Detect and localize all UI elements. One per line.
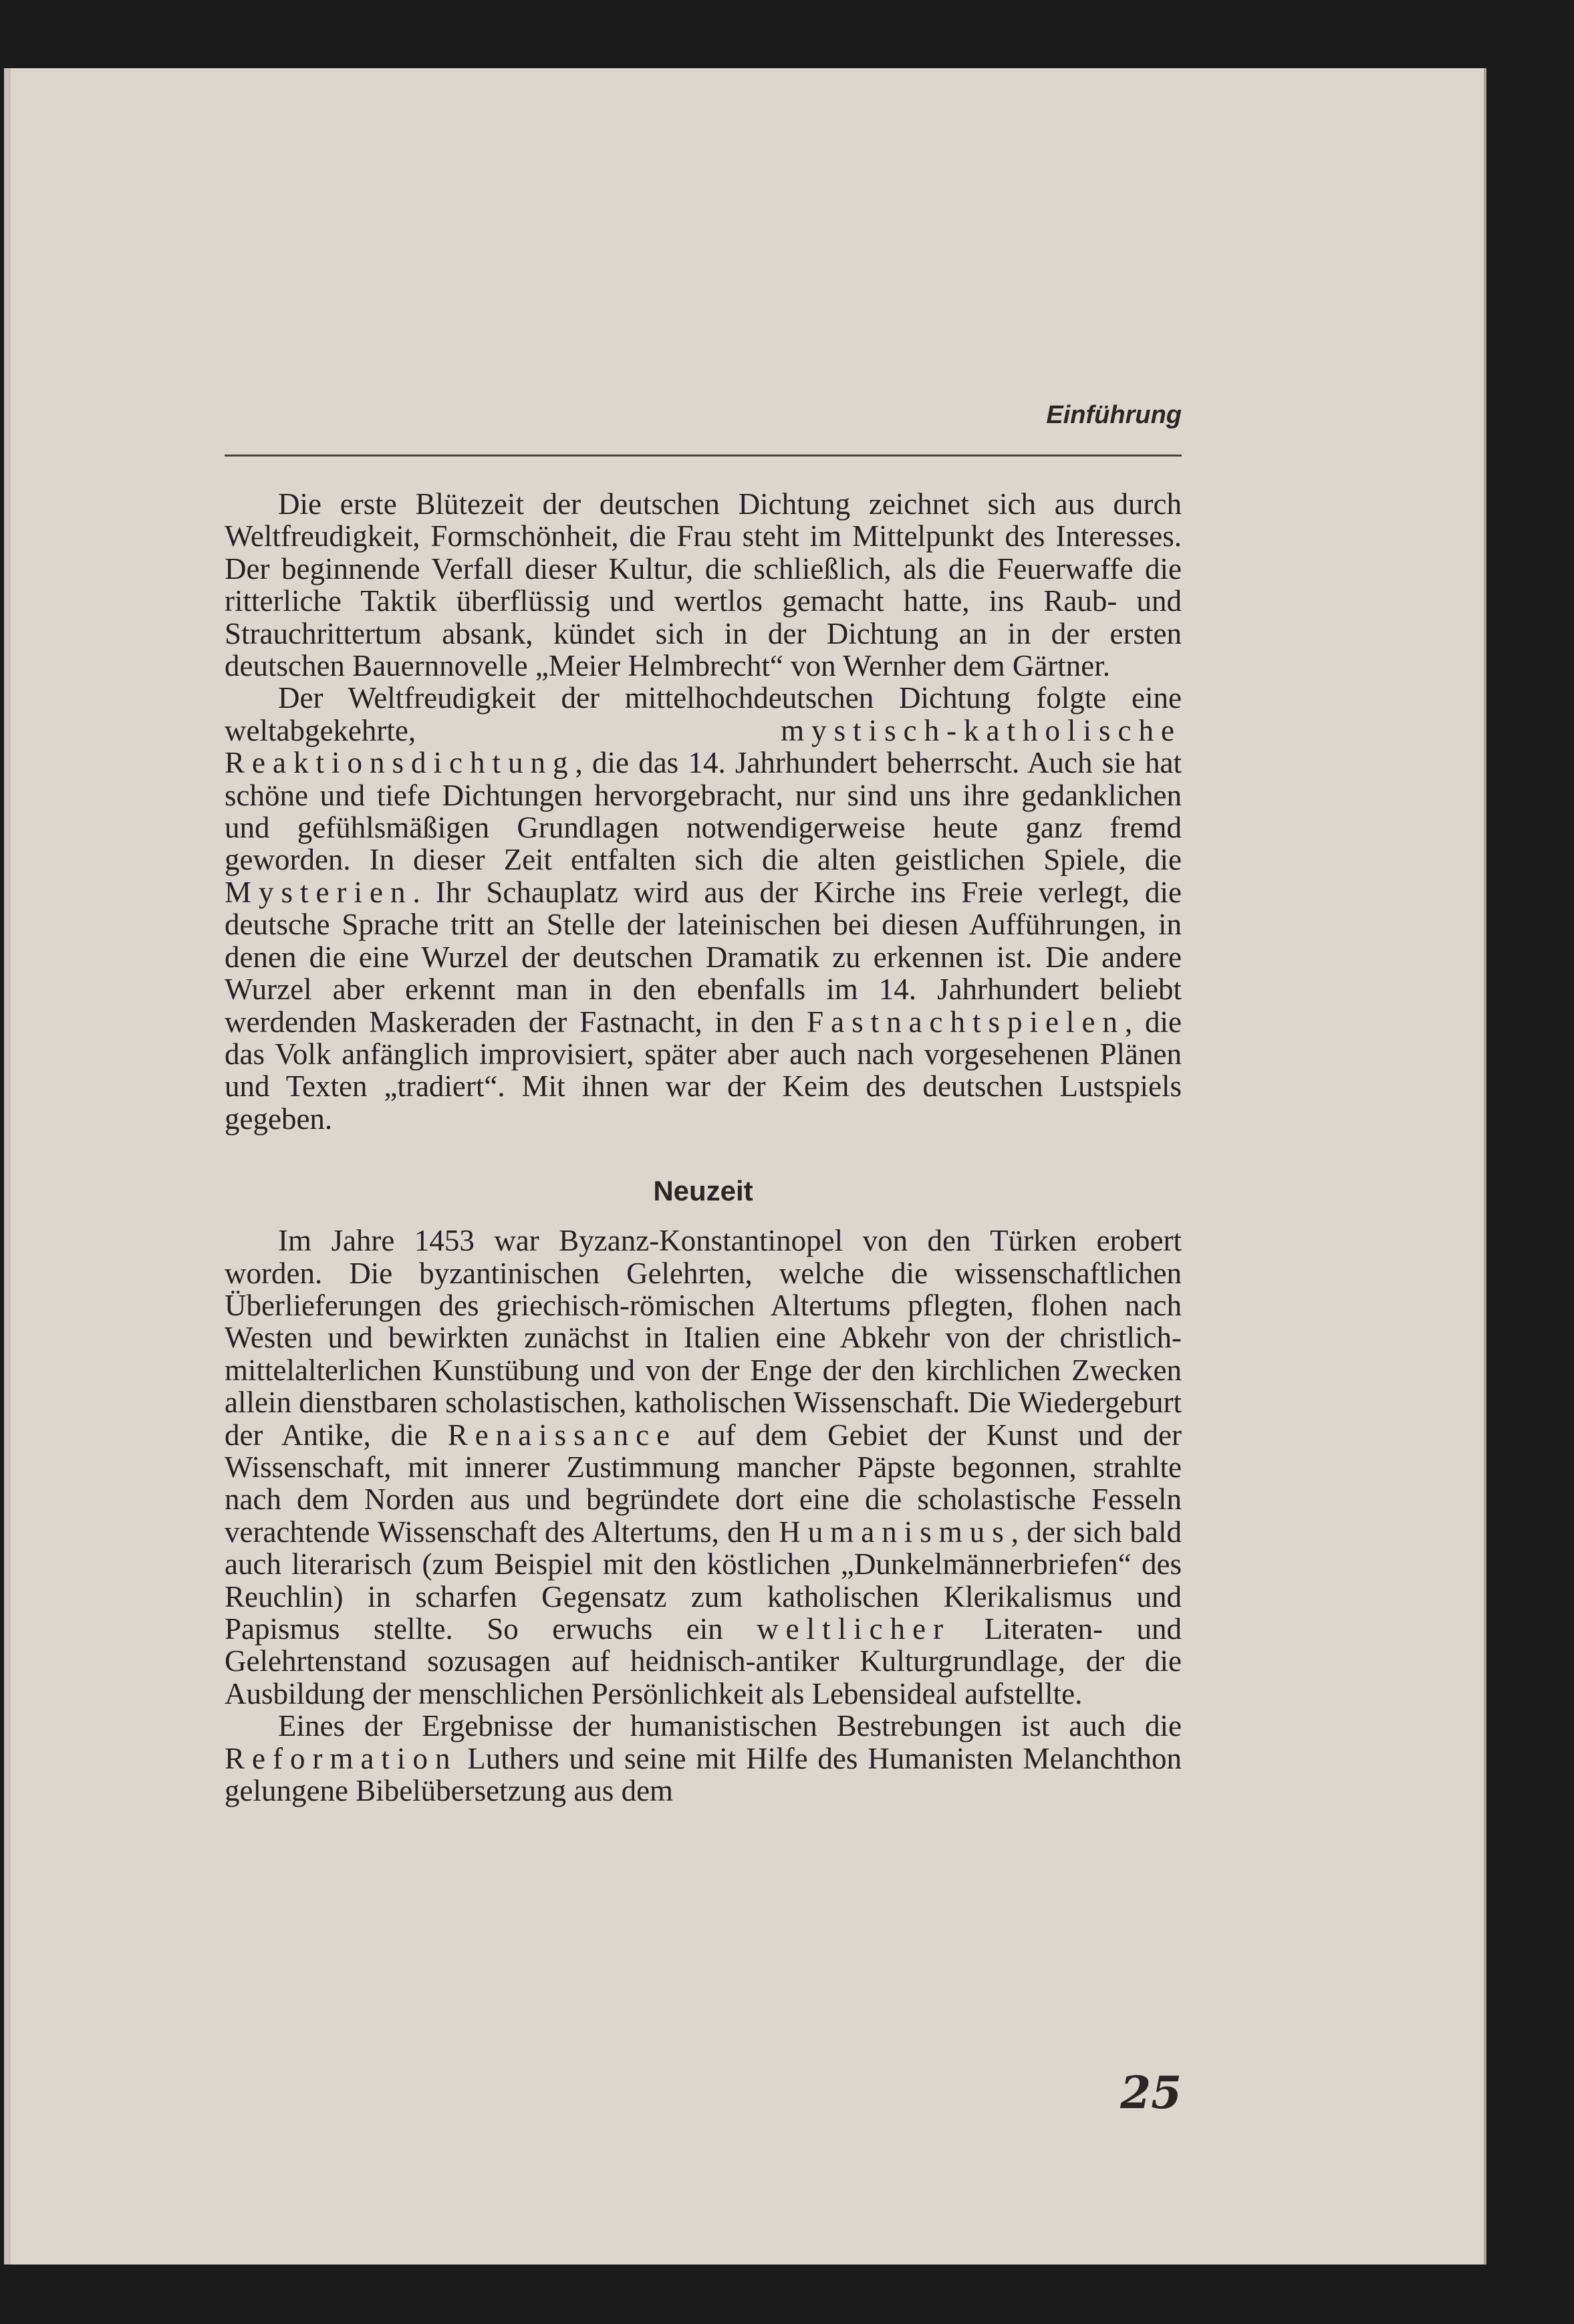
- spaced-term: Renaissance: [447, 1418, 678, 1452]
- paragraph-3-text: Literaten- und Gelehrtenstand sozusagen auf heidnisch-antiker Kulturgrundlage, der die Ausbildung der menschlichen Persönlichkeit als Lebensideal aufstellte.: [225, 1612, 1182, 1710]
- paragraph-4-text: Eines der Ergebnisse der humanistischen Bestrebungen ist auch die: [278, 1709, 1182, 1743]
- paragraph-4: [225, 1710, 1182, 1807]
- spaced-term: weltlicher: [757, 1612, 951, 1646]
- paragraph-3-text: auf dem Gebiet der Kunst und der Wissenschaft, mit innerer Zustimmung mancher Päpste begonnen, strahlte nach dem Norden aus und begründete dort eine die scholastische Fesseln verachtende Wissenschaft des Altertums, den: [225, 1418, 1182, 1549]
- page-number: 25: [1120, 2067, 1182, 2119]
- paragraph-2-text: . Ihr Schauplatz wird aus der Kirche ins Freie verlegt, die deutsche Sprache tritt an Stelle der lateinischen bei diesen Aufführungen, in denen die eine Wurzel der deutschen Dramatik zu erkennen ist. Die andere Wurzel aber erkennt man in den ebenfalls im 14. Jahrhundert beliebt werdenden Maskeraden der Fastnacht, in den: [225, 875, 1182, 1039]
- spaced-term: Fastnachtspielen: [807, 1005, 1125, 1039]
- body-text: [225, 488, 1182, 1807]
- paragraph-4-text: Luthers und seine mit Hilfe des Humanisten Melanchthon gelungene Bibelübersetzung aus dem: [225, 1741, 1182, 1808]
- spaced-term: Mysterien: [225, 875, 413, 909]
- spaced-term: Reformation: [225, 1741, 458, 1775]
- running-head: Einführung: [1046, 401, 1182, 429]
- paragraph-2-text: , die das 14. Jahrhundert beherrscht. Auch sie hat schöne und tiefe Dichtungen hervorgebracht, nur sind uns ihre gedanklichen und gefühlsmäßigen Grundlagen notwendigerweise heute ganz fremd geworden. In dieser Zeit entfalten sich die alten geistlichen Spiele, die: [225, 746, 1182, 877]
- paragraph-3: [225, 1224, 1182, 1710]
- paragraph-1: Die erste Blütezeit der deutschen Dichtung zeichnet sich aus durch Weltfreudigkeit, Formschönheit, die Frau steht im Mittelpunkt des Interesses. Der beginnende Verfall dieser Kultur, die schließlich, als die Feuerwaffe die ritterliche Taktik überflüssig und wertlos gemacht hatte, ins Raub- und Strauchrittertum absank, kündet sich in der Dichtung an in der ersten deutschen Bauernnovelle „Meier Helmbrecht“ von Wernher dem Gärtner.: [225, 487, 1182, 683]
- section-heading: Neuzeit: [653, 1175, 753, 1207]
- book-page: [4, 68, 1486, 2265]
- paragraph-3-text: , der sich bald auch literarisch (zum Beispiel mit den köstlichen „Dunkelmännerbriefen“ des Reuchlin) in scharfen Gegensatz zum katholischen Klerikalismus und Papismus stellte. So erwuchs ein: [225, 1515, 1182, 1646]
- paragraph-3-text: Im Jahre 1453 war Byzanz-Konstantinopel von den Türken erobert worden. Die byzantinischen Gelehrten, welche die wissenschaftlichen Überlieferungen des griechisch-römischen Altertums pflegten, flohen nach Westen und bewirkten zunächst in Italien eine Abkehr von der christlich-mittelalterlichen Kunstübung und von der Enge der den kirchlichen Zwecken allein dienstbaren scholastischen, katholischen Wissenschaft. Die Wiedergeburt der Antike, die: [225, 1224, 1182, 1452]
- header-rule: [225, 455, 1182, 457]
- paragraph-2-text: Der Weltfreudigkeit der mittelhochdeutschen Dichtung folgte eine weltabgekehrte,: [225, 681, 1182, 747]
- paragraph-2-text: , die das Volk anfänglich improvisiert, später aber auch nach vorgesehenen Plänen und Texten „tradiert“. Mit ihnen war der Keim des deutschen Lustspiels gegeben.: [225, 1005, 1182, 1136]
- spaced-term: Humanismus: [779, 1515, 1011, 1549]
- paragraph-2: [225, 682, 1182, 1135]
- spaced-term: mystisch-katholische Reaktionsdichtung: [225, 713, 1182, 780]
